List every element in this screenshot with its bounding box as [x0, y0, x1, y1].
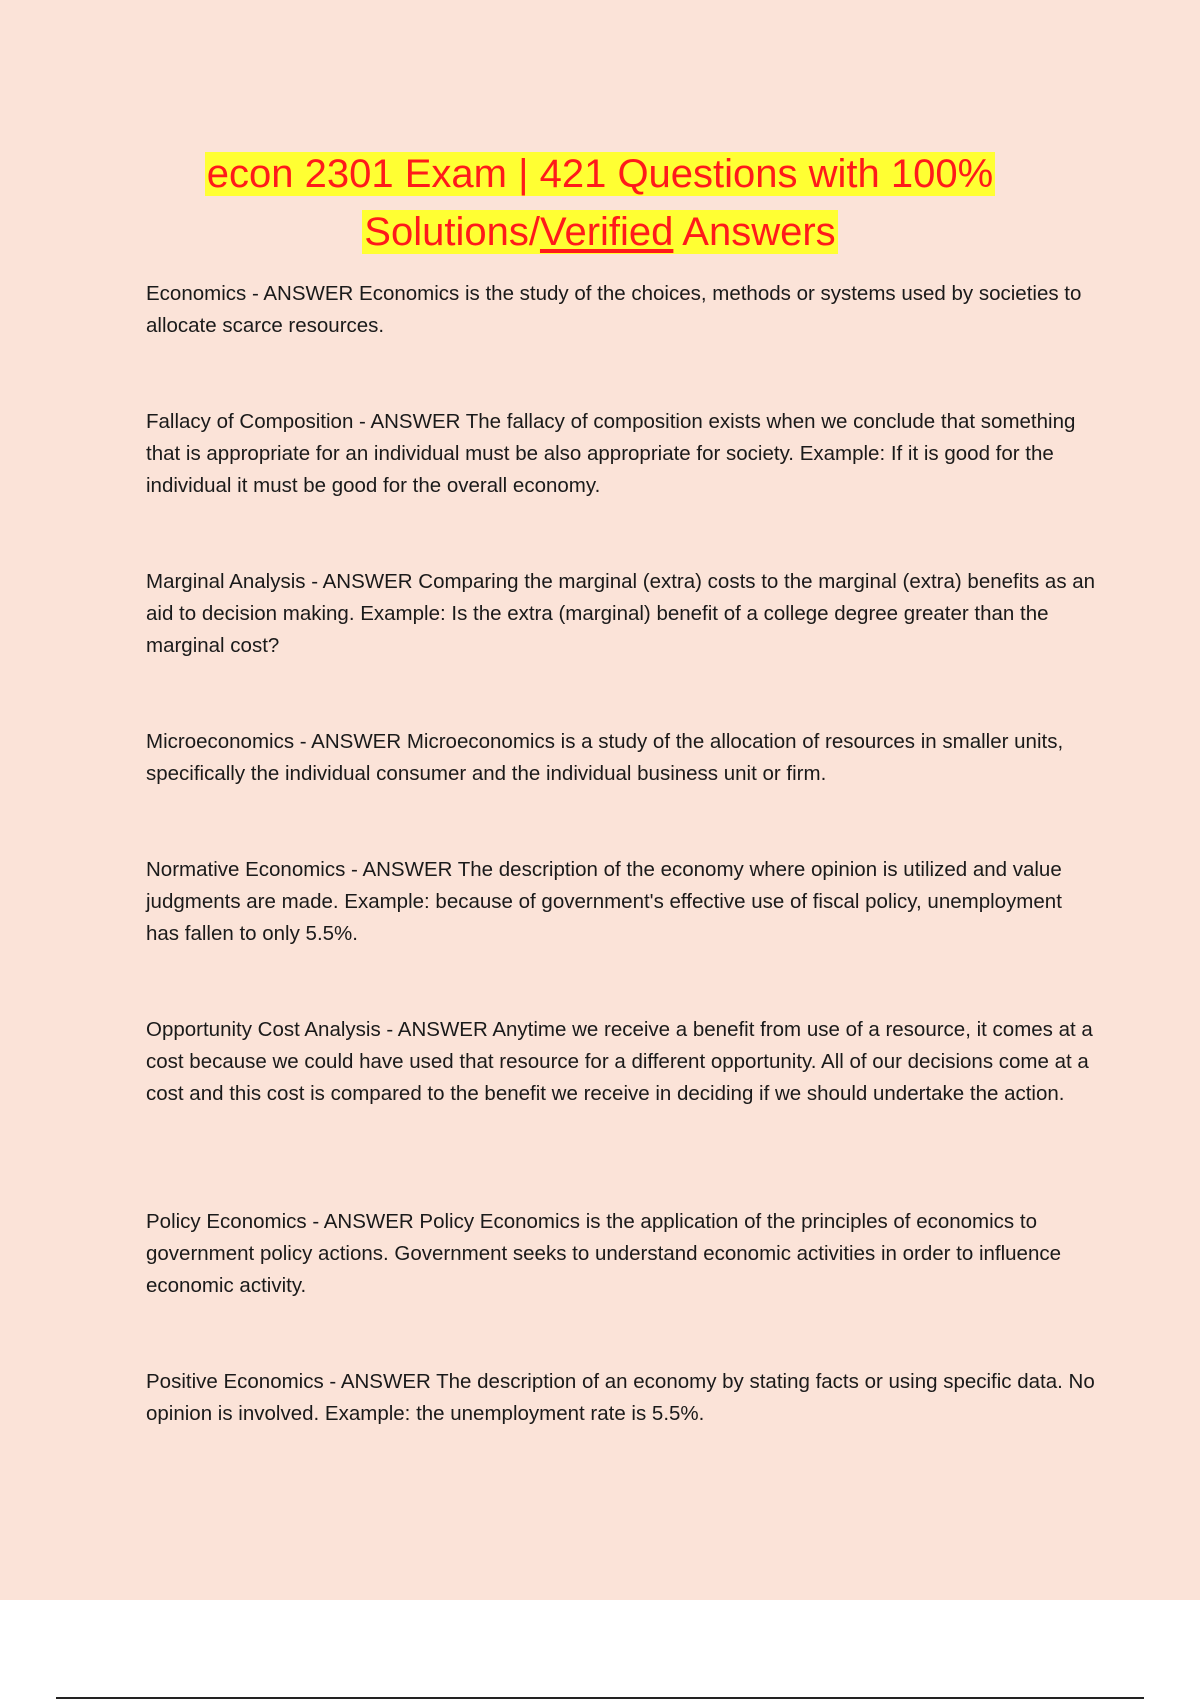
definition-entry-normative-economics: Normative Economics - ANSWER The description of the economy where opinion is utilized and value judgments are made. Example: because of government's effective use of fiscal policy, unemployment has fallen to only 5.5%.	[146, 858, 1062, 945]
definition-entry-opportunity-cost-analysis: Opportunity Cost Analysis - ANSWER Anytime we receive a benefit from use of a resource, it comes at a cost because we could have used that resource for a different opportunity. All of our decisions come at a cost and this cost is compared to the benefit we receive in deciding if we should undertake the action.	[146, 1018, 1093, 1105]
definition-entry-marginal-analysis: Marginal Analysis - ANSWER Comparing the marginal (extra) costs to the marginal (extra) benefits as an aid to decision making. Example: Is the extra (marginal) benefit of a college degree greater than the marginal cost?	[146, 570, 1096, 657]
footer-divider	[56, 1697, 1144, 1699]
title-line-2-end: Answers	[673, 210, 836, 254]
definition-list	[146, 278, 1096, 1430]
document-title	[0, 145, 1200, 261]
title-line-1: econ 2301 Exam | 421 Questions with 100%	[206, 152, 994, 196]
definition-entry-economics: Economics - ANSWER Economics is the study of the choices, methods or systems used by societies to allocate scarce resources.	[146, 282, 1082, 337]
definition-entry-positive-economics: Positive Economics - ANSWER The description of an economy by stating facts or using specific data. No opinion is involved. Example: the unemployment rate is 5.5%.	[146, 1370, 1095, 1425]
definition-entry-fallacy-of-composition: Fallacy of Composition - ANSWER The fallacy of composition exists when we conclude that something that is appropriate for an individual must be also appropriate for society. Example: If it is good for the individual it must be good for the overall economy.	[146, 410, 1076, 497]
title-underlined-word: Verified	[539, 210, 674, 254]
definition-entry-policy-economics: Policy Economics - ANSWER Policy Economics is the application of the principles of economics to government policy actions. Government seeks to understand economic activities in order to influence economic activity.	[146, 1210, 1062, 1297]
title-line-2	[362, 210, 837, 254]
title-line-2-start: Solutions/	[364, 210, 540, 254]
definition-entry-microeconomics: Microeconomics - ANSWER Microeconomics is a study of the allocation of resources in smaller units, specifically the individual consumer and the individual business unit or firm.	[146, 730, 1064, 785]
